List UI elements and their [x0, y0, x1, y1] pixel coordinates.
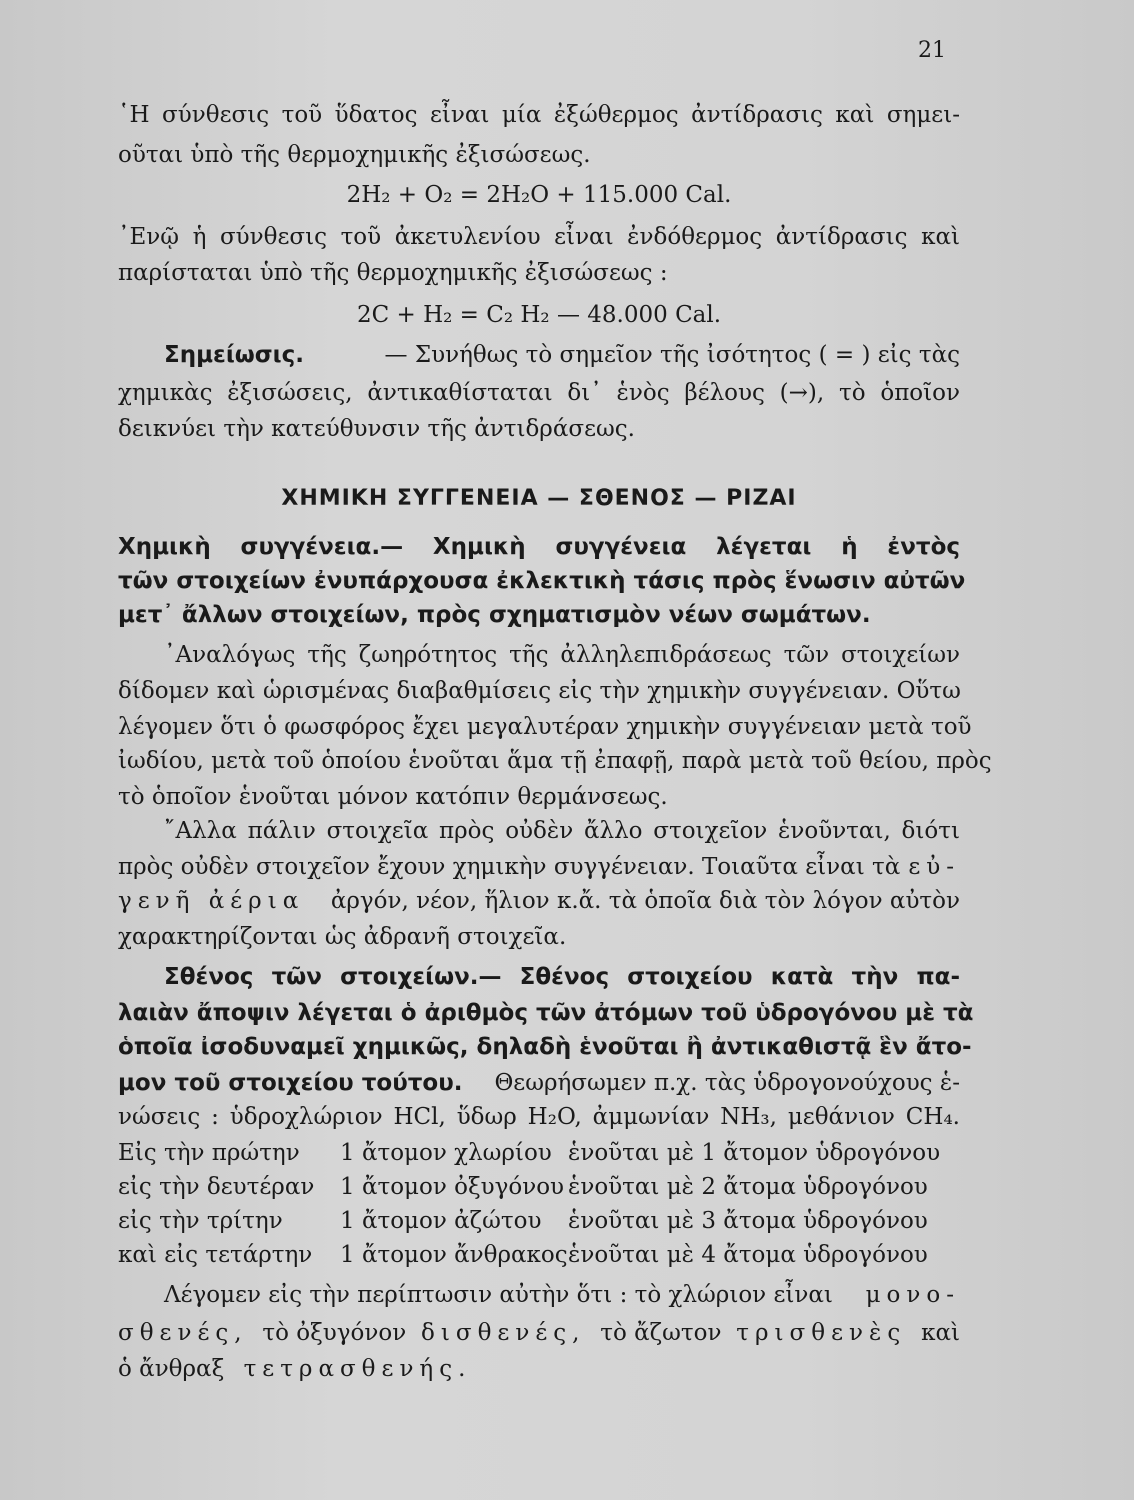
paragraph-text: ἀργόν, νέον, ἥλιον κ.ἄ. τὰ ὁποῖα διὰ τὸν λόγον αὐτὸν	[330, 888, 960, 914]
paragraph-text: τὸ ἄζωτον	[600, 1320, 722, 1346]
paragraph-line: ᾿Ενῷ ἡ σύνθεσις τοῦ ἀκετυλενίου εἶναι ἐνδόθερμος ἀντίδρασις καὶ	[118, 224, 960, 250]
paragraph-line	[118, 852, 960, 882]
paragraph-line	[118, 1318, 960, 1348]
paragraph-line: ἰωδίου, μετὰ τοῦ ὁποίου ἑνοῦται ἅμα τῇ ἐπαφῇ, παρὰ μετὰ τοῦ θείου, πρὸς	[118, 748, 992, 774]
paragraph-line: χαρακτηρίζονται ὡς ἀδρανῆ στοιχεῖα.	[118, 924, 567, 950]
affinity-definition-line: Χημικὴ συγγένεια.— Χημικὴ συγγένεια λέγεται ἡ ἐντὸς	[118, 534, 960, 560]
table-cell: εἰς τὴν τρίτην	[118, 1208, 283, 1234]
spaced-word: τετρασθενής.	[243, 1356, 472, 1382]
paragraph-line: δίδομεν καὶ ὡρισμένας διαβαθμίσεις εἰς τὴν χημικὴν συγγένειαν. Οὕτω	[118, 678, 961, 704]
paragraph-text: Θεωρήσωμεν π.χ. τὰς ὑδρογονούχους ἑ-	[494, 1070, 960, 1096]
paragraph-text: πρὸς οὐδὲν στοιχεῖον ἔχουν χημικὴν συγγένειαν. Τοιαῦτα εἶναι τὰ	[118, 854, 901, 880]
equation-acetylene: 2C + H₂ = C₂ H₂ — 48.000 Cal.	[356, 302, 722, 328]
table-cell: ἑνοῦται μὲ 4 ἄτομα ὑδρογόνου	[568, 1242, 928, 1268]
equation-water: 2H₂ + O₂ = 2H₂O + 115.000 Cal.	[346, 182, 732, 208]
paragraph-line	[118, 886, 960, 916]
note-text: — Συνήθως τὸ σημεῖον τῆς ἰσότητος ( = ) εἰς τὰς	[384, 342, 960, 368]
valence-definition-line: Σθένος τῶν στοιχείων.— Σθένος στοιχείου κατὰ τὴν πα-	[164, 964, 960, 990]
note-label: Σημείωσις.	[164, 342, 305, 368]
valence-bold-text: μον τοῦ στοιχείου τούτου.	[118, 1070, 463, 1096]
page-number: 21	[918, 38, 946, 63]
paragraph-text: καὶ	[921, 1320, 960, 1346]
table-cell: ἑνοῦται μὲ 2 ἄτομα ὑδρογόνου	[568, 1174, 928, 1200]
paragraph-line: παρίσταται ὑπὸ τῆς θερμοχημικῆς ἐξισώσεως :	[118, 260, 668, 286]
paragraph-line: ᾿Αναλόγως τῆς ζωηρότητος τῆς ἀλληλεπιδράσεως τῶν στοιχείων	[164, 642, 960, 668]
table-cell: 1 ἄτομον ἀζώτου	[340, 1208, 542, 1234]
table-cell: 1 ἄτομον ὀξυγόνου	[340, 1174, 565, 1200]
table-cell: ἑνοῦται μὲ 1 ἄτομον ὑδρογόνου	[568, 1140, 941, 1166]
note-line: δεικνύει τὴν κατεύθυνσιν τῆς ἀντιδράσεως.	[118, 416, 635, 442]
spaced-word: γενῆ ἀέρια	[118, 888, 305, 914]
paragraph-line: ῎Αλλα πάλιν στοιχεῖα πρὸς οὐδὲν ἄλλο στοιχεῖον ἑνοῦνται, διότι	[164, 818, 960, 844]
paragraph-text: ὁ ἄνθραξ	[118, 1356, 225, 1382]
paragraph-line: νώσεις : ὑδροχλώριον HCl, ὕδωρ H₂O, ἀμμωνίαν NH₃, μεθάνιον CH₄.	[118, 1104, 960, 1130]
paragraph-line: λέγομεν ὅτι ὁ φωσφόρος ἔχει μεγαλυτέραν χημικὴν συγγένειαν μετὰ τοῦ	[118, 714, 972, 740]
note-line: χημικὰς ἐξισώσεις, ἀντικαθίσταται δι᾿ ἑνὸς βέλους (→), τὸ ὁποῖον	[118, 380, 960, 406]
spaced-word: τρισθενὲς	[736, 1320, 907, 1346]
paragraph-line: τὸ ὁποῖον ἑνοῦται μόνον κατόπιν θερμάνσεως.	[118, 784, 668, 810]
paragraph-line	[118, 1354, 471, 1384]
paragraph-text: τὸ ὀξυγόνον	[262, 1320, 407, 1346]
table-cell: καὶ εἰς τετάρτην	[118, 1242, 313, 1268]
valence-definition-line: λαιὰν ἄποψιν λέγεται ὁ ἀριθμὸς τῶν ἀτόμων τοῦ ὑδρογόνου μὲ τὰ	[118, 1000, 974, 1026]
spaced-word: δισθενές,	[421, 1320, 586, 1346]
paragraph-line: οῦται ὑπὸ τῆς θερμοχημικῆς ἐξισώσεως.	[118, 142, 591, 168]
valence-definition-line: ὁποῖα ἰσοδυναμεῖ χημικῶς, δηλαδὴ ἑνοῦται ἢ ἀντικαθιστᾷ ἓν ἄτο-	[118, 1034, 972, 1060]
spaced-word: εὐ-	[908, 854, 960, 880]
affinity-definition-line: τῶν στοιχείων ἐνυπάρχουσα ἐκλεκτικὴ τάσις πρὸς ἕνωσιν αὐτῶν	[118, 568, 966, 594]
table-cell: ἑνοῦται μὲ 3 ἄτομα ὑδρογόνου	[568, 1208, 928, 1234]
valence-definition-line	[118, 1068, 960, 1098]
paragraph-line	[164, 1280, 960, 1310]
affinity-definition-line: μετ᾿ ἄλλων στοιχείων, πρὸς σχηματισμὸν νέων σωμάτων.	[118, 602, 871, 628]
table-cell: 1 ἄτομον ἄνθρακος	[340, 1242, 568, 1268]
paragraph-text: Λέγομεν εἰς τὴν περίπτωσιν αὐτὴν ὅτι : τὸ χλώριον εἶναι	[164, 1282, 833, 1308]
table-cell: 1 ἄτομον χλωρίου	[340, 1140, 552, 1166]
note-first-line	[164, 340, 960, 370]
spaced-word: μονο-	[865, 1282, 960, 1308]
table-cell: Εἰς τὴν πρώτην	[118, 1140, 300, 1166]
section-heading: ΧΗΜΙΚΗ ΣΥΓΓΕΝΕΙΑ — ΣΘΕΝΟΣ — ΡΙΖΑΙ	[281, 486, 797, 511]
spaced-word: σθενές,	[118, 1320, 248, 1346]
table-cell: εἰς τὴν δευτέραν	[118, 1174, 315, 1200]
paragraph-line: ῾Η σύνθεσις τοῦ ὕδατος εἶναι μία ἐξώθερμος ἀντίδρασις καὶ σημει-	[118, 102, 960, 128]
